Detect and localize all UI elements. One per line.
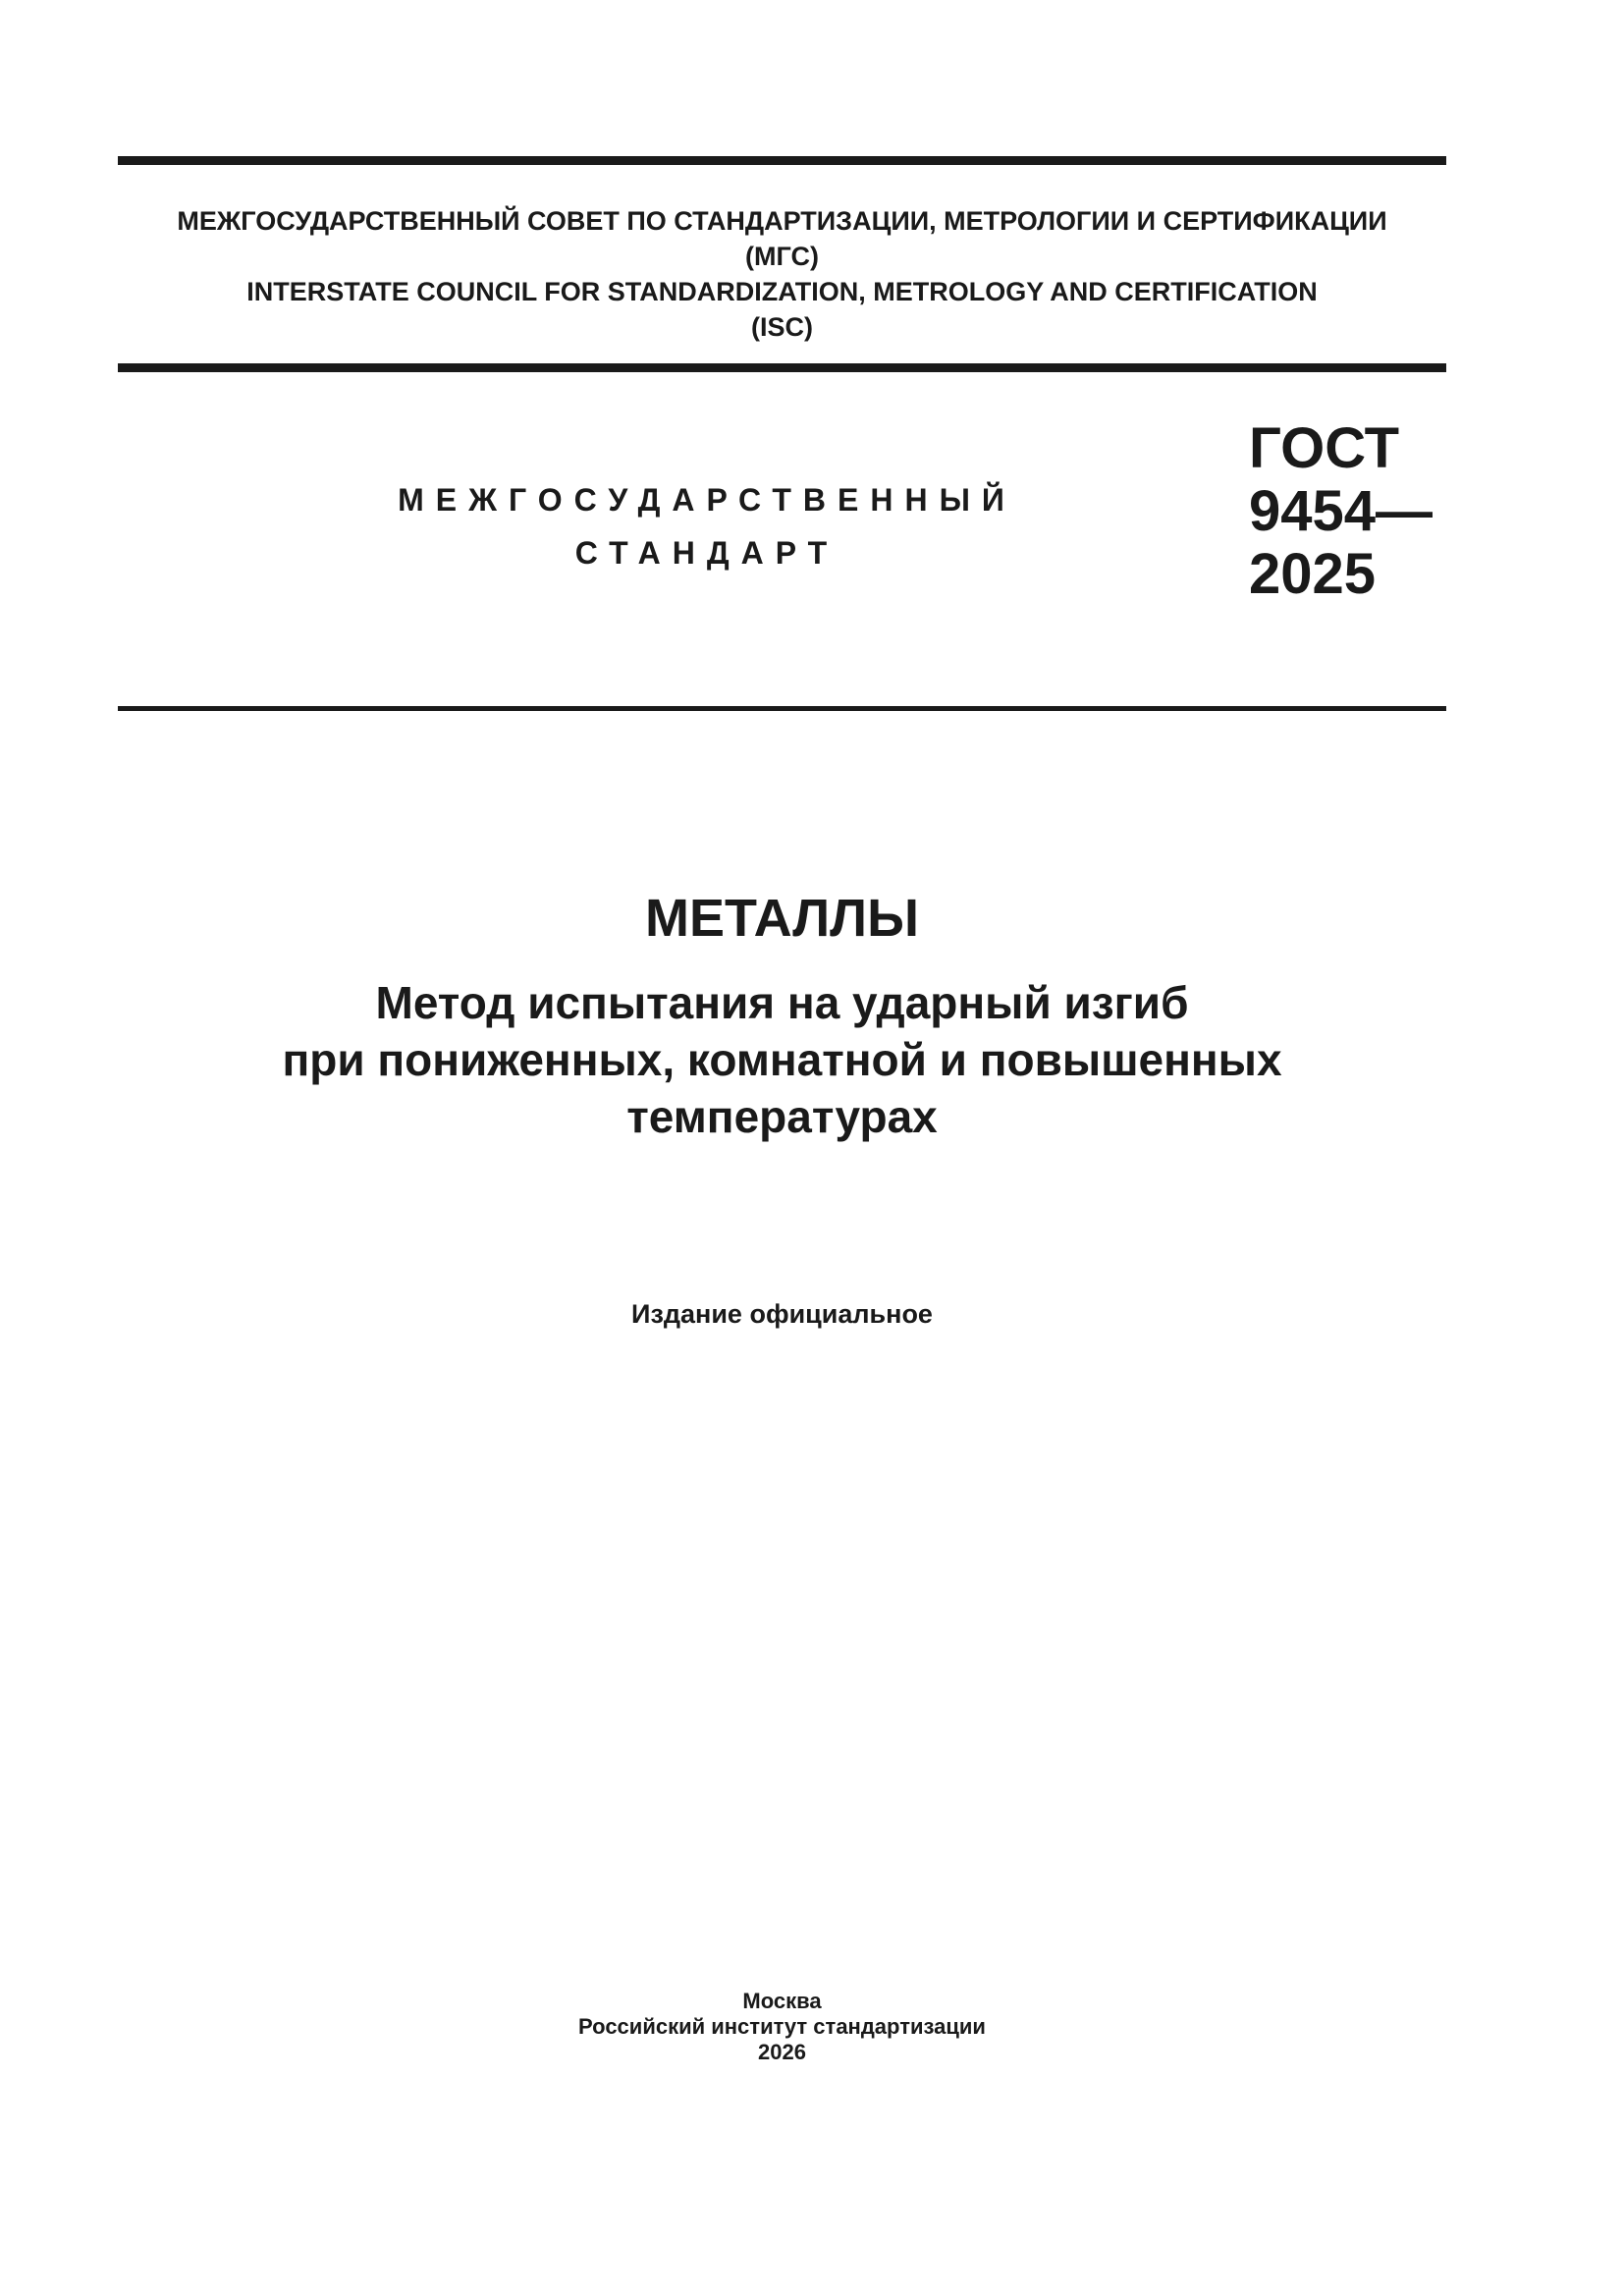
gost-designation bbox=[1249, 417, 1433, 606]
title-block bbox=[118, 884, 1446, 1145]
subtitle-line1: Метод испытания на ударный изгиб bbox=[375, 977, 1189, 1028]
gost-year: 2025 bbox=[1249, 542, 1377, 606]
standard-kind bbox=[373, 473, 1041, 579]
council-header bbox=[118, 203, 1446, 345]
gost-number: 9454— bbox=[1249, 479, 1434, 543]
standard-kind-line1: МЕЖГОСУДАРСТВЕННЫЙ bbox=[398, 482, 1016, 518]
main-title: МЕТАЛЛЫ bbox=[645, 889, 919, 948]
subtitle bbox=[118, 974, 1446, 1145]
gost-prefix: ГОСТ bbox=[1249, 416, 1400, 480]
council-name-en: INTERSTATE COUNCIL FOR STANDARDIZATION, METROLOGY AND CERTIFICATION bbox=[246, 277, 1318, 306]
standard-kind-line2: СТАНДАРТ bbox=[574, 535, 839, 571]
subtitle-line2: при пониженных, комнатной и повышенных bbox=[282, 1034, 1282, 1085]
council-abbr-en: (ISC) bbox=[751, 312, 813, 342]
council-abbr-ru: (МГС) bbox=[745, 242, 819, 271]
publisher-city: Москва bbox=[742, 1989, 822, 2013]
publisher-block bbox=[118, 1989, 1446, 2065]
publisher-year: 2026 bbox=[758, 2040, 806, 2064]
edition-label: Издание официальное bbox=[631, 1299, 933, 1329]
council-name-ru: МЕЖГОСУДАРСТВЕННЫЙ СОВЕТ ПО СТАНДАРТИЗАЦИИ, МЕТРОЛОГИИ И СЕРТИФИКАЦИИ bbox=[177, 206, 1387, 236]
subtitle-line3: температурах bbox=[626, 1091, 938, 1142]
publisher-institute: Российский институт стандартизации bbox=[578, 2014, 986, 2039]
top-rule bbox=[118, 156, 1446, 165]
council-bottom-rule bbox=[118, 363, 1446, 372]
designation-bottom-rule bbox=[118, 706, 1446, 711]
